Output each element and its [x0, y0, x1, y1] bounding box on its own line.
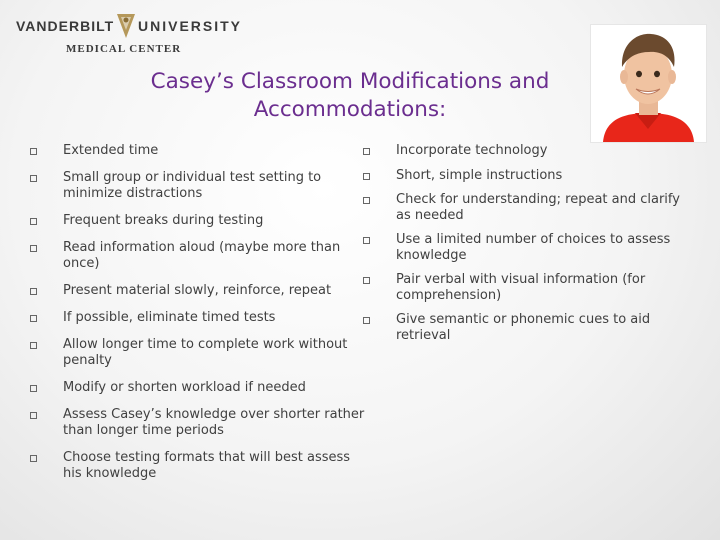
- list-item-text: Extended time: [63, 143, 159, 158]
- page-title: [100, 68, 600, 124]
- bullet-icon: [363, 277, 370, 284]
- bullet-icon: [363, 317, 370, 324]
- list-item: [363, 272, 698, 304]
- bullet-icon: [30, 315, 37, 322]
- list-item-text: Frequent breaks during testing: [63, 213, 264, 228]
- right-accommodations-list: [363, 143, 698, 344]
- list-item: [30, 240, 365, 272]
- bullet-icon: [363, 237, 370, 244]
- list-item-text: If possible, eliminate timed tests: [63, 310, 276, 325]
- list-item: [30, 450, 365, 482]
- bullet-icon: [30, 218, 37, 225]
- list-item: [363, 312, 698, 344]
- bullet-icon: [30, 385, 37, 392]
- list-item: [363, 192, 698, 224]
- list-item-text: Choose testing formats that will best assess his knowledge: [63, 450, 351, 481]
- bullet-icon: [30, 455, 37, 462]
- list-item-text: Use a limited number of choices to assess knowledge: [396, 232, 671, 263]
- list-item: [30, 310, 365, 326]
- bullet-icon: [30, 245, 37, 252]
- list-item: [30, 407, 365, 439]
- bullet-icon: [30, 288, 37, 295]
- list-item-text: Small group or individual test setting to minimize distractions: [63, 170, 322, 201]
- list-item-text: Short, simple instructions: [396, 168, 563, 183]
- student-photo: [590, 24, 707, 143]
- bullet-icon: [363, 148, 370, 155]
- list-item-text: Assess Casey’s knowledge over shorter rather than longer time periods: [63, 407, 365, 438]
- list-item: [30, 143, 365, 159]
- bullet-icon: [363, 197, 370, 204]
- list-item-text: Allow longer time to complete work without penalty: [63, 337, 348, 368]
- list-item-text: Present material slowly, reinforce, repeat: [63, 283, 332, 298]
- list-item: [363, 168, 698, 184]
- list-item-text: Check for understanding; repeat and clarify as needed: [396, 192, 680, 223]
- list-item: [363, 143, 698, 159]
- list-item: [30, 213, 365, 229]
- boy-portrait-icon: [591, 25, 706, 142]
- list-item: [30, 170, 365, 202]
- list-item-text: Modify or shorten workload if needed: [63, 380, 306, 395]
- list-item: [30, 380, 365, 396]
- bullet-icon: [30, 175, 37, 182]
- list-item-text: Read information aloud (maybe more than once): [63, 240, 341, 271]
- title-line-2: Accommodations:: [253, 97, 447, 122]
- list-item: [363, 232, 698, 264]
- logo-text-vanderbilt: VANDERBILT: [16, 18, 115, 34]
- vanderbilt-v-oak-icon: [117, 14, 135, 38]
- list-item: [30, 337, 365, 369]
- bullet-icon: [363, 173, 370, 180]
- list-item: [30, 283, 365, 299]
- list-item-text: Pair verbal with visual information (for comprehension): [396, 272, 646, 303]
- bullet-icon: [30, 342, 37, 349]
- title-line-1: Casey’s Classroom Modifications and: [150, 69, 550, 94]
- list-item-text: Give semantic or phonemic cues to aid retrieval: [396, 312, 651, 343]
- logo-text-university: UNIVERSITY: [138, 18, 243, 34]
- vanderbilt-logo: [16, 14, 243, 58]
- bullet-icon: [30, 412, 37, 419]
- left-accommodations-list: [30, 143, 365, 482]
- bullet-icon: [30, 148, 37, 155]
- logo-text-medical-center: MEDICAL CENTER: [66, 43, 182, 55]
- list-item-text: Incorporate technology: [396, 143, 548, 158]
